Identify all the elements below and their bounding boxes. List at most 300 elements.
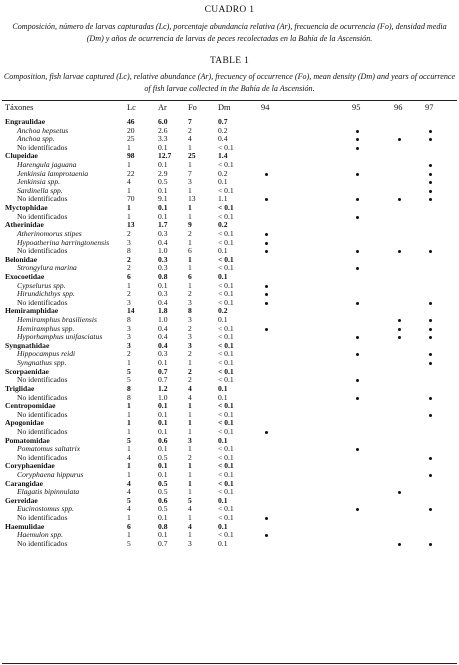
- header-94: 94: [261, 103, 270, 112]
- occurrence-dot-95: [356, 198, 359, 201]
- occurrence-dot-95: [356, 397, 359, 400]
- lc-value: 1: [127, 409, 131, 419]
- dm-value: 0.1: [218, 246, 228, 256]
- ar-value: 0.1: [158, 280, 168, 290]
- fo-value: 2: [188, 125, 192, 135]
- occurrence-dot-95: [356, 302, 359, 305]
- occurrence-dot-97: [429, 474, 432, 477]
- fo-value: 7: [188, 117, 192, 126]
- taxon-name: Scorpaenidae: [5, 366, 49, 376]
- dm-value: < 0.1: [218, 418, 234, 428]
- lc-value: 1: [127, 401, 131, 411]
- dm-value: < 0.1: [218, 237, 234, 247]
- ar-value: 0.8: [158, 521, 168, 531]
- ar-value: 1.0: [158, 315, 168, 325]
- taxon-name: Atherinidae: [5, 220, 44, 230]
- fo-value: 3: [188, 315, 192, 325]
- occurrence-dot-97: [429, 181, 432, 184]
- fo-value: 1: [188, 237, 192, 247]
- fo-value: 4: [188, 383, 192, 393]
- occurrence-dot-97: [429, 543, 432, 546]
- fo-value: 25: [188, 151, 196, 161]
- occurrence-dot-97: [429, 336, 432, 339]
- occurrence-dot-94: [265, 328, 268, 331]
- lc-value: 4: [127, 478, 131, 488]
- occurrence-dot-94: [265, 198, 268, 201]
- taxon-name: Centropomidae: [5, 401, 56, 411]
- dm-value: 0.4: [218, 134, 228, 144]
- lc-value: 3: [127, 297, 131, 307]
- ar-value: 0.1: [158, 426, 168, 436]
- occurrence-dot-95: [356, 138, 359, 141]
- ar-value: 0.1: [158, 401, 168, 411]
- ar-value: 0.3: [158, 254, 168, 264]
- dm-value: < 0.1: [218, 409, 234, 419]
- taxon-name: Hirundichthys spp.: [17, 289, 75, 299]
- lc-value: 1: [127, 203, 131, 213]
- taxon-name: Eucinostomus spp.: [17, 504, 74, 514]
- lc-value: 98: [127, 151, 135, 161]
- table-top-rule: [2, 100, 457, 101]
- taxon-name: Anchoa spp.: [17, 134, 55, 144]
- table-row: [0, 127, 459, 136]
- lc-value: 5: [127, 375, 131, 385]
- occurrence-dot-95: [356, 508, 359, 511]
- occurrence-dot-97: [429, 328, 432, 331]
- caption-spanish: Composición, número de larvas capturadas (Lc), porcentaje abundancia relativa (Ar), frecuencia de ocurrencia (Fo), densidad media (Dm) y años de ocurrencia de larvas de peces recolectadas en la Bahía de la Ascensión.: [12, 22, 447, 43]
- fo-value: 2: [188, 323, 192, 333]
- taxon-name: Carangidae: [5, 478, 43, 488]
- ar-value: 0.1: [158, 211, 168, 221]
- fo-value: 6: [188, 246, 192, 256]
- occurrence-dot-97: [429, 302, 432, 305]
- dm-value: 0.7: [218, 117, 228, 126]
- taxon-name: Strongylura marina: [17, 263, 77, 273]
- table-row: [0, 385, 459, 394]
- fo-value: 3: [188, 332, 192, 342]
- fo-value: 1: [188, 263, 192, 273]
- lc-value: 4: [127, 177, 131, 187]
- taxon-name: No identificados: [17, 452, 68, 462]
- dm-value: < 0.1: [218, 323, 234, 333]
- lc-value: 5: [127, 435, 131, 445]
- fo-value: 1: [188, 461, 192, 471]
- dm-value: < 0.1: [218, 289, 234, 299]
- lc-value: 1: [127, 418, 131, 428]
- ar-value: 0.6: [158, 495, 168, 505]
- fo-value: 1: [188, 444, 192, 454]
- table-row: [0, 299, 459, 308]
- dm-value: 0.1: [218, 177, 228, 187]
- taxon-name: Apogonidae: [5, 418, 44, 428]
- cuadro-label: CUADRO 1: [204, 5, 255, 15]
- taxon-name: Hemiramphus brasiliensis: [17, 315, 97, 325]
- taxon-name: Syngnathidae: [5, 340, 50, 350]
- dm-value: < 0.1: [218, 142, 234, 152]
- lc-value: 5: [127, 538, 131, 548]
- occurrence-dot-95: [356, 130, 359, 133]
- taxon-name: Haemulidae: [5, 521, 45, 531]
- taxon-name: Sardinella spp.: [17, 185, 63, 195]
- lc-value: 8: [127, 246, 131, 256]
- occurrence-dot-95: [356, 173, 359, 176]
- dm-value: < 0.1: [218, 426, 234, 436]
- taxon-name: Gerreidae: [5, 495, 38, 505]
- ar-value: 6.0: [158, 117, 168, 126]
- lc-value: 1: [127, 461, 131, 471]
- fo-value: 2: [188, 349, 192, 359]
- occurrence-dot-97: [429, 250, 432, 253]
- taxon-name: No identificados: [17, 211, 68, 221]
- table-bottom-rule: [2, 663, 457, 664]
- occurrence-dot-94: [265, 242, 268, 245]
- table-row: [0, 540, 459, 549]
- ar-value: 9.1: [158, 194, 168, 204]
- table-row: [0, 514, 459, 523]
- dm-value: < 0.1: [218, 469, 234, 479]
- fo-value: 1: [188, 409, 192, 419]
- table-row: [0, 531, 459, 540]
- taxon-name: Atherinomorus stipes: [17, 228, 82, 238]
- occurrence-dot-97: [429, 198, 432, 201]
- fo-value: 4: [188, 504, 192, 514]
- taxon-name: Pomatomus saltatrix: [17, 444, 81, 454]
- fo-value: 7: [188, 168, 192, 178]
- occurrence-dot-97: [429, 362, 432, 365]
- occurrence-dot-95: [356, 379, 359, 382]
- ar-value: 0.7: [158, 366, 168, 376]
- dm-value: < 0.1: [218, 530, 234, 540]
- dm-value: < 0.1: [218, 358, 234, 368]
- dm-value: 0.2: [218, 125, 228, 135]
- taxon-name: Clupeidae: [5, 151, 38, 161]
- taxon-name: Hemiramphus spp.: [17, 323, 75, 333]
- taxon-name: Haemulon spp.: [17, 530, 63, 540]
- taxon-name: No identificados: [17, 426, 68, 436]
- lc-value: 70: [127, 194, 135, 204]
- fo-value: 1: [188, 211, 192, 221]
- dm-value: < 0.1: [218, 228, 234, 238]
- lc-value: 3: [127, 323, 131, 333]
- taxon-name: No identificados: [17, 375, 68, 385]
- ar-value: 0.5: [158, 177, 168, 187]
- table-body: [0, 118, 459, 548]
- dm-value: < 0.1: [218, 203, 234, 213]
- taxon-name: Syngnathus spp.: [17, 358, 67, 368]
- ar-value: 0.3: [158, 289, 168, 299]
- ar-value: 12.7: [158, 151, 172, 161]
- dm-value: 0.1: [218, 271, 228, 281]
- dm-value: 0.1: [218, 495, 228, 505]
- dm-value: 0.1: [218, 315, 228, 325]
- fo-value: 1: [188, 513, 192, 523]
- lc-value: 4: [127, 452, 131, 462]
- occurrence-dot-94: [265, 233, 268, 236]
- taxon-name: Triglidae: [5, 383, 35, 393]
- dm-value: < 0.1: [218, 263, 234, 273]
- occurrence-dot-96: [398, 328, 401, 331]
- table-row: [0, 488, 459, 497]
- taxon-name: Jenkinsia spp.: [17, 177, 61, 187]
- dm-value: 0.2: [218, 220, 228, 230]
- ar-value: 0.1: [158, 469, 168, 479]
- ar-value: 0.7: [158, 538, 168, 548]
- fo-value: 2: [188, 452, 192, 462]
- dm-value: < 0.1: [218, 349, 234, 359]
- lc-value: 3: [127, 340, 131, 350]
- ar-value: 2.6: [158, 125, 168, 135]
- occurrence-dot-97: [429, 164, 432, 167]
- lc-value: 8: [127, 383, 131, 393]
- occurrence-dot-95: [356, 250, 359, 253]
- taxon-name: Hyporhamphus unifasciatus: [17, 332, 103, 342]
- dm-value: < 0.1: [218, 504, 234, 514]
- occurrence-dot-96: [398, 319, 401, 322]
- taxon-name: Harengula jaguana: [17, 160, 77, 170]
- taxon-name: Hippocampus reidi: [17, 349, 76, 359]
- ar-value: 0.1: [158, 409, 168, 419]
- fo-value: 3: [188, 340, 192, 350]
- ar-value: 0.5: [158, 504, 168, 514]
- fo-value: 1: [188, 478, 192, 488]
- fo-value: 1: [188, 280, 192, 290]
- occurrence-dot-94: [265, 285, 268, 288]
- occurrence-dot-97: [429, 130, 432, 133]
- lc-value: 2: [127, 263, 131, 273]
- lc-value: 25: [127, 134, 135, 144]
- fo-value: 1: [188, 160, 192, 170]
- occurrence-dot-97: [429, 319, 432, 322]
- header-97: 97: [425, 103, 434, 112]
- occurrence-dot-94: [265, 517, 268, 520]
- lc-value: 4: [127, 504, 131, 514]
- taxon-name: Cypselurus spp.: [17, 280, 66, 290]
- ar-value: 0.1: [158, 142, 168, 152]
- ar-value: 0.3: [158, 349, 168, 359]
- taxon-name: No identificados: [17, 409, 68, 419]
- fo-value: 1: [188, 469, 192, 479]
- occurrence-dot-97: [429, 173, 432, 176]
- dm-value: < 0.1: [218, 513, 234, 523]
- taxon-name: No identificados: [17, 297, 68, 307]
- lc-value: 2: [127, 254, 131, 264]
- dm-value: < 0.1: [218, 461, 234, 471]
- occurrence-dot-95: [356, 147, 359, 150]
- fo-value: 9: [188, 220, 192, 230]
- lc-value: 3: [127, 332, 131, 342]
- taxon-name: Anchoa hepsetus: [17, 125, 69, 135]
- taxon-name: No identificados: [17, 194, 68, 204]
- ar-value: 0.3: [158, 228, 168, 238]
- header-dm: Dm: [218, 103, 231, 112]
- dm-value: < 0.1: [218, 444, 234, 454]
- dm-value: < 0.1: [218, 487, 234, 497]
- caption-english: Composition, fish larvae captured (Lc), relative abundance (Ar), frecuency of occurrence (Fo), mean density (Dm) and years of occurrence of fish larvae collected in the Bahía de la Ascensión.: [3, 72, 456, 93]
- ar-value: 2.9: [158, 168, 168, 178]
- dm-value: < 0.1: [218, 297, 234, 307]
- lc-value: 3: [127, 237, 131, 247]
- ar-value: 0.5: [158, 478, 168, 488]
- lc-value: 8: [127, 315, 131, 325]
- table-row: [0, 264, 459, 273]
- lc-value: 1: [127, 530, 131, 540]
- fo-value: 1: [188, 142, 192, 152]
- header-95: 95: [352, 103, 361, 112]
- fo-value: 1: [188, 530, 192, 540]
- taxon-name: Engraulidae: [5, 117, 46, 126]
- lc-value: 6: [127, 271, 131, 281]
- lc-value: 1: [127, 358, 131, 368]
- taxon-name: No identificados: [17, 142, 68, 152]
- fo-value: 1: [188, 203, 192, 213]
- occurrence-dot-97: [429, 508, 432, 511]
- dm-value: < 0.1: [218, 211, 234, 221]
- dm-value: < 0.1: [218, 452, 234, 462]
- fo-value: 1: [188, 487, 192, 497]
- ar-value: 1.0: [158, 246, 168, 256]
- header-96: 96: [394, 103, 403, 112]
- dm-value: 0.1: [218, 435, 228, 445]
- dm-value: 0.1: [218, 538, 228, 548]
- ar-value: 0.4: [158, 297, 168, 307]
- fo-value: 3: [188, 177, 192, 187]
- fo-value: 2: [188, 289, 192, 299]
- dm-value: < 0.1: [218, 366, 234, 376]
- header-fo: Fo: [188, 103, 197, 112]
- occurrence-dot-95: [356, 448, 359, 451]
- table-row: [0, 144, 459, 153]
- lc-value: 14: [127, 306, 135, 316]
- header-ar: Ar: [158, 103, 167, 112]
- ar-value: 3.3: [158, 134, 168, 144]
- occurrence-dot-97: [429, 138, 432, 141]
- header-taxa: Táxones: [5, 103, 34, 112]
- fo-value: 13: [188, 194, 196, 204]
- lc-value: 1: [127, 469, 131, 479]
- occurrence-dot-94: [265, 302, 268, 305]
- ar-value: 1.0: [158, 392, 168, 402]
- taxon-name: Pomatomidae: [5, 435, 50, 445]
- fo-value: 1: [188, 254, 192, 264]
- ar-value: 0.1: [158, 461, 168, 471]
- header-lc: Lc: [127, 103, 136, 112]
- taxon-name: Hypoatherina harringtonensis: [17, 237, 110, 247]
- lc-value: 2: [127, 349, 131, 359]
- ar-value: 0.1: [158, 203, 168, 213]
- table-header: [0, 103, 459, 115]
- fo-value: 1: [188, 418, 192, 428]
- dm-value: < 0.1: [218, 254, 234, 264]
- lc-value: 1: [127, 211, 131, 221]
- lc-value: 1: [127, 142, 131, 152]
- occurrence-dot-96: [398, 138, 401, 141]
- taxon-name: Myctophidae: [5, 203, 48, 213]
- table-label: TABLE 1: [209, 56, 250, 66]
- fo-value: 1: [188, 401, 192, 411]
- dm-value: < 0.1: [218, 185, 234, 195]
- ar-value: 0.1: [158, 418, 168, 428]
- dm-value: 0.1: [218, 521, 228, 531]
- occurrence-dot-94: [265, 293, 268, 296]
- lc-value: 2: [127, 289, 131, 299]
- taxon-name: Elagatis bipinnulata: [17, 487, 80, 497]
- occurrence-dot-94: [265, 250, 268, 253]
- occurrence-dot-94: [265, 534, 268, 537]
- occurrence-dot-97: [429, 414, 432, 417]
- occurrence-dot-94: [265, 431, 268, 434]
- dm-value: 0.2: [218, 306, 228, 316]
- dm-value: < 0.1: [218, 401, 234, 411]
- taxon-name: No identificados: [17, 246, 68, 256]
- taxon-name: Hemiramphidae: [5, 306, 59, 316]
- lc-value: 5: [127, 366, 131, 376]
- occurrence-dot-95: [356, 216, 359, 219]
- table-row: [0, 376, 459, 385]
- fo-value: 2: [188, 228, 192, 238]
- fo-value: 8: [188, 306, 192, 316]
- ar-value: 0.7: [158, 375, 168, 385]
- dm-value: < 0.1: [218, 478, 234, 488]
- ar-value: 1.8: [158, 306, 168, 316]
- ar-value: 0.6: [158, 435, 168, 445]
- dm-value: 0.1: [218, 392, 228, 402]
- ar-value: 0.4: [158, 323, 168, 333]
- lc-value: 4: [127, 487, 131, 497]
- fo-value: 1: [188, 426, 192, 436]
- fo-value: 4: [188, 392, 192, 402]
- lc-value: 1: [127, 426, 131, 436]
- taxon-name: Exocoetidae: [5, 271, 45, 281]
- table-row: [0, 187, 459, 196]
- fo-value: 4: [188, 521, 192, 531]
- ar-value: 0.4: [158, 340, 168, 350]
- lc-value: 46: [127, 117, 135, 126]
- ar-value: 0.1: [158, 160, 168, 170]
- ar-value: 0.4: [158, 237, 168, 247]
- occurrence-dot-95: [356, 336, 359, 339]
- ar-value: 0.3: [158, 263, 168, 273]
- ar-value: 1.2: [158, 383, 168, 393]
- occurrence-dot-97: [429, 353, 432, 356]
- dm-value: 1.4: [218, 151, 228, 161]
- occurrence-dot-96: [398, 543, 401, 546]
- lc-value: 2: [127, 228, 131, 238]
- lc-value: 5: [127, 495, 131, 505]
- ar-value: 0.1: [158, 513, 168, 523]
- dm-value: < 0.1: [218, 280, 234, 290]
- fo-value: 4: [188, 134, 192, 144]
- taxon-name: No identificados: [17, 513, 68, 523]
- occurrence-dot-95: [356, 267, 359, 270]
- dm-value: 1.1: [218, 194, 228, 204]
- ar-value: 0.1: [158, 185, 168, 195]
- lc-value: 1: [127, 444, 131, 454]
- dm-value: 0.1: [218, 383, 228, 393]
- occurrence-dot-97: [429, 457, 432, 460]
- dm-value: < 0.1: [218, 332, 234, 342]
- lc-value: 20: [127, 125, 135, 135]
- ar-value: 0.1: [158, 358, 168, 368]
- table-row: [0, 118, 459, 127]
- ar-value: 0.5: [158, 487, 168, 497]
- lc-value: 13: [127, 220, 135, 230]
- occurrence-dot-94: [265, 173, 268, 176]
- ar-value: 0.1: [158, 444, 168, 454]
- taxon-name: Belonidae: [5, 254, 38, 264]
- lc-value: 1: [127, 280, 131, 290]
- lc-value: 1: [127, 185, 131, 195]
- fo-value: 2: [188, 366, 192, 376]
